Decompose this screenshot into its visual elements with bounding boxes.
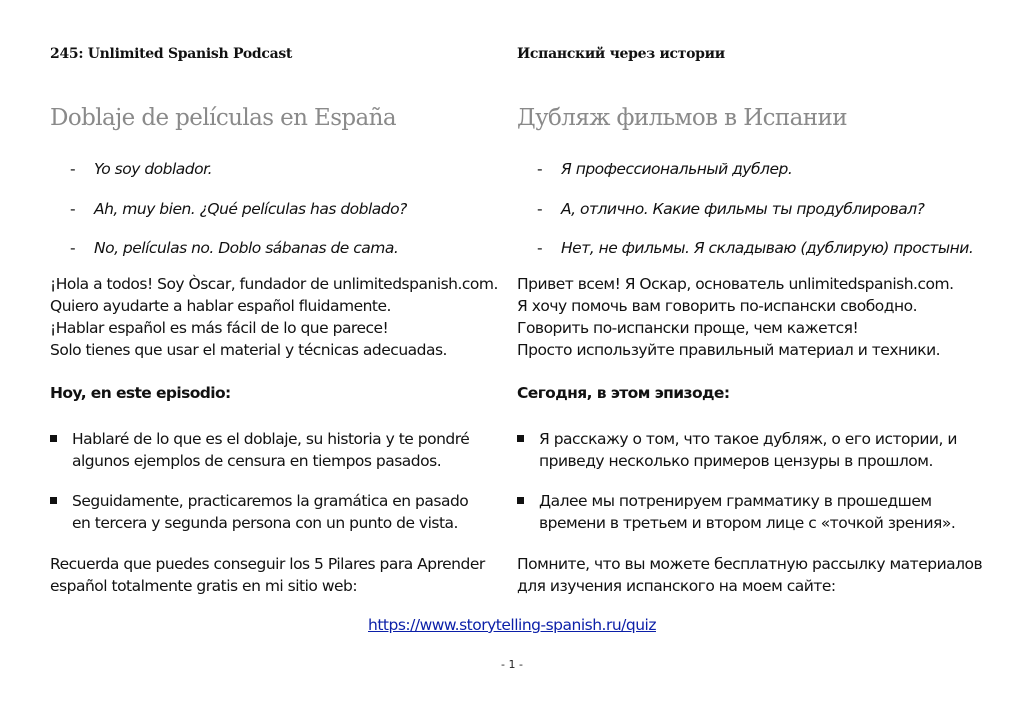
bullet-line: приведу несколько примеров цензуры в прошлом.: [539, 452, 933, 470]
dash: -: [537, 239, 543, 257]
dash: -: [537, 160, 543, 178]
dialog-line: [70, 239, 398, 257]
intro-line: Говорить по-испански проще, чем кажется!: [517, 319, 859, 337]
episode-subheading: Hoy, en este episodio:: [50, 384, 231, 402]
outro-line: для изучения испанского на моем сайте:: [517, 577, 836, 595]
outro-line: Помните, что вы можете бесплатную рассылку материалов: [517, 555, 983, 573]
bullet-square-icon: [517, 497, 524, 504]
page-number: - 1 -: [501, 658, 523, 671]
bullet-line: algunos ejemplos de censura en tiempos pasados.: [72, 452, 442, 470]
dash: -: [537, 200, 543, 218]
dialog-text: No, películas no. Doblo sábanas de cama.: [94, 239, 399, 257]
bullet-line: Hablaré de lo que es el doblaje, su historia y te pondré: [72, 430, 470, 448]
podcast-header: 245: Unlimited Spanish Podcast: [50, 46, 293, 62]
bullet-square-icon: [517, 435, 524, 442]
bullet-line: en tercera y segunda persona con un punto de vista.: [72, 514, 458, 532]
intro-paragraph: [50, 273, 498, 361]
intro-paragraph: [517, 273, 954, 361]
podcast-header: Испанский через истории: [517, 46, 725, 62]
bullet-line: времени в третьем и втором лице с «точкой зрения».: [539, 514, 956, 532]
intro-line: Solo tienes que usar el material y técnicas adecuadas.: [50, 341, 447, 359]
episode-title: Doblaje de películas en España: [50, 105, 396, 131]
bullet-square-icon: [50, 435, 57, 442]
bullet-item: [72, 428, 512, 472]
dash: -: [70, 239, 76, 257]
dialog-text: Ah, muy bien. ¿Qué películas has doblado?: [94, 200, 407, 218]
bullet-square-icon: [50, 497, 57, 504]
intro-line: Я хочу помочь вам говорить по-испански свободно.: [517, 297, 918, 315]
dialog-text: Я профессиональный дублер.: [561, 160, 793, 178]
dialog-text: Yo soy doblador.: [94, 160, 212, 178]
dialog-line: [537, 200, 924, 218]
quiz-link[interactable]: https://www.storytelling-spanish.ru/quiz: [368, 616, 656, 634]
outro-paragraph: [50, 553, 485, 597]
dialog-line: [537, 239, 973, 257]
dash: -: [70, 160, 76, 178]
bullet-item: [72, 490, 512, 534]
dash: -: [70, 200, 76, 218]
dialog-text: А, отлично. Какие фильмы ты продублировал?: [561, 200, 925, 218]
bullet-line: Seguidamente, practicaremos la gramática en pasado: [72, 492, 469, 510]
episode-subheading: Сегодня, в этом эпизоде:: [517, 384, 730, 402]
intro-line: Просто используйте правильный материал и техники.: [517, 341, 941, 359]
outro-paragraph: [517, 553, 982, 597]
intro-line: Quiero ayudarte a hablar español fluidamente.: [50, 297, 391, 315]
dialog-line: [70, 160, 212, 178]
dialog-line: [70, 200, 407, 218]
bullet-line: Я расскажу о том, что такое дубляж, о его истории, и: [539, 430, 957, 448]
dialog-line: [537, 160, 792, 178]
bullet-item: [539, 490, 979, 534]
bullet-item: [539, 428, 979, 472]
episode-title: Дубляж фильмов в Испании: [517, 105, 847, 131]
intro-line: ¡Hola a todos! Soy Òscar, fundador de unlimitedspanish.com.: [50, 275, 498, 293]
intro-line: ¡Hablar español es más fácil de lo que parece!: [50, 319, 389, 337]
outro-line: Recuerda que puedes conseguir los 5 Pilares para Aprender: [50, 555, 485, 573]
intro-line: Привет всем! Я Оскар, основатель unlimitedspanish.com.: [517, 275, 954, 293]
bullet-line: Далее мы потренируем грамматику в прошедшем: [539, 492, 932, 510]
outro-line: español totalmente gratis en mi sitio web:: [50, 577, 358, 595]
dialog-text: Нет, не фильмы. Я складываю (дублирую) простыни.: [561, 239, 974, 257]
